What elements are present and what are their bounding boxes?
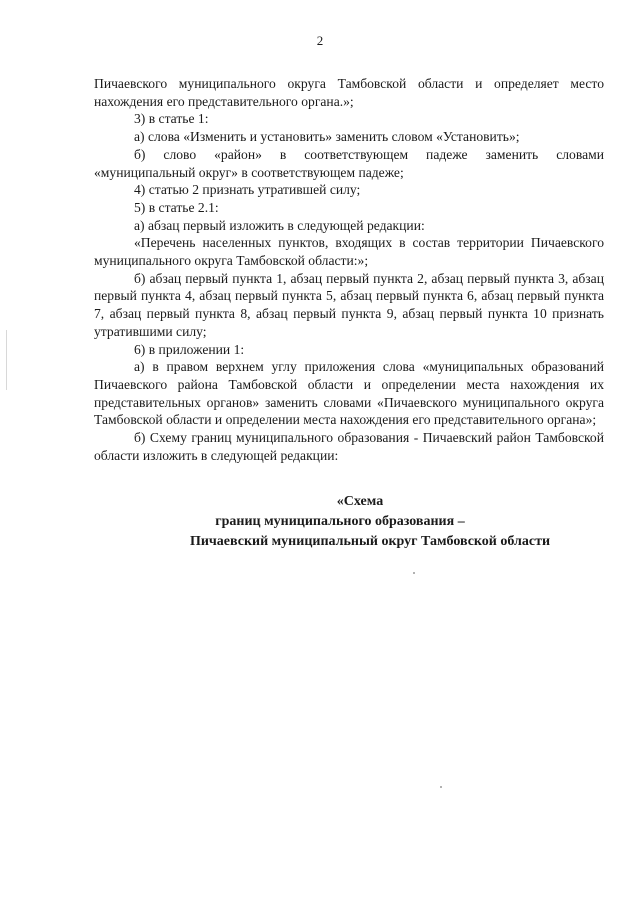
paragraph-article-2: 4) статью 2 признать утратившей силу; bbox=[134, 182, 361, 198]
paragraph-article-1-b: б) слово «район» в соответствующем падеже заменить словами «муниципальный округ» в соответствующем падеже; bbox=[94, 146, 604, 180]
scheme-heading-line-2: границ муниципального образования – bbox=[215, 514, 465, 529]
paragraph-article-2-1-b: б) абзац первый пункта 1, абзац первый пункта 2, абзац первый пункта 3, абзац первый пункта 4, абзац первый пункта 5, абзац первый пункта 6, абзац первый пункта 7, абзац первый пункта 8, абзац первый пункта 9, абзац первый пункта 10 признать утратившими силу; bbox=[94, 270, 604, 339]
paragraph-article-2-1-a: а) абзац первый изложить в следующей редакции: bbox=[134, 217, 425, 233]
paragraph-article-2-1: 5) в статье 2.1: bbox=[134, 199, 219, 215]
paragraph-article-1-a: а) слова «Изменить и установить» заменить словом «Установить»; bbox=[134, 129, 520, 145]
scan-speck bbox=[413, 572, 415, 574]
paragraph-appendix-1-b: б) Схему границ муниципального образования - Пичаевский район Тамбовской области изложить в следующей редакции: bbox=[94, 430, 604, 463]
scheme-heading-line-1: «Схема bbox=[336, 494, 384, 509]
paragraph-list-heading-quote: «Перечень населенных пунктов, входящих в состав территории Пичаевского муниципального округа Тамбовской области:»; bbox=[94, 235, 604, 269]
scan-speck bbox=[440, 786, 442, 788]
scan-speck bbox=[6, 330, 7, 390]
document-body bbox=[94, 75, 604, 464]
paragraph-appendix-1-a: а) в правом верхнем углу приложения слова «муниципальных образований Пичаевского района Тамбовской области и определении места нахождения их представительных органов» заменить словами «Пичаевского муниципального округа Тамбовской области и определении места нахождения его представительного органа»; bbox=[94, 359, 604, 428]
paragraph-article-1: 3) в статье 1: bbox=[134, 111, 209, 127]
paragraph-continuation: Пичаевского муниципального округа Тамбовской области и определяет место нахождения его представительного органа.»; bbox=[94, 76, 604, 109]
paragraph-appendix-1: 6) в приложении 1: bbox=[134, 341, 245, 357]
scheme-heading bbox=[0, 492, 640, 552]
scheme-heading-line-3: Пичаевский муниципальный округ Тамбовской области bbox=[189, 534, 551, 549]
page-number: 2 bbox=[316, 33, 324, 48]
